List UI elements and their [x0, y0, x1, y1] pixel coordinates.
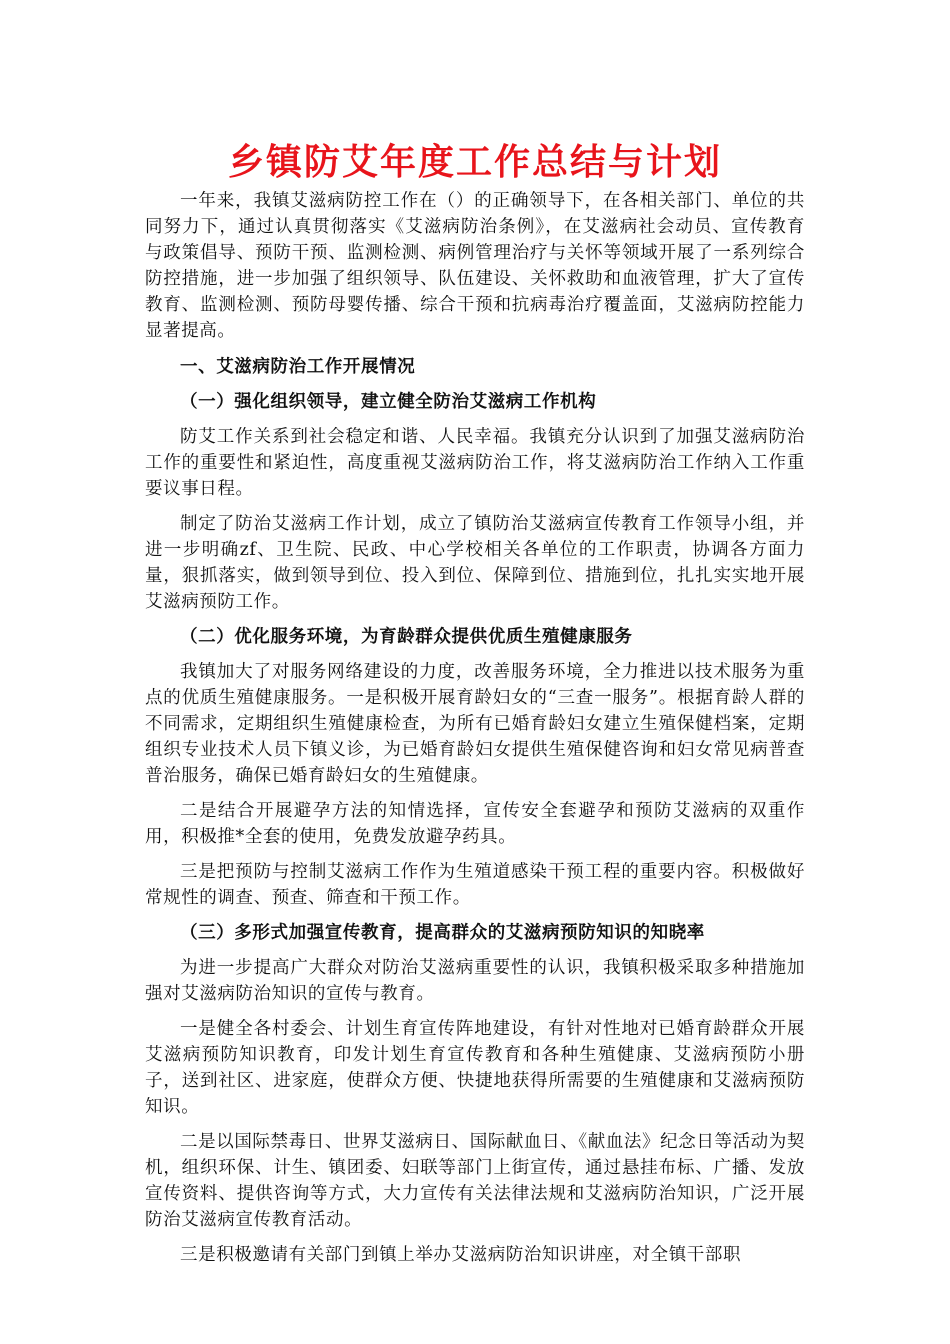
subsection-3-paragraph-3: 二是以国际禁毒日、世界艾滋病日、国际献血日、《献血法》纪念日等活动为契机，组织环保、计生、镇团委、妇联等部门上街宣传，通过悬挂布标、广播、发放宣传资料、提供咨询等方式，大力宣传有关法律法规和艾滋病防治知识，广泛开展防治艾滋病宣传教育活动。	[145, 1132, 805, 1230]
subsection-1-paragraph-2: 制定了防治艾滋病工作计划，成立了镇防治艾滋病宣传教育工作领导小组，并进一步明确zf、卫生院、民政、中心学校相关各单位的工作职责，协调各方面力量，狠抓落实，做到领导到位、投入到位、保障到位、措施到位，扎扎实实地开展艾滋病预防工作。	[145, 514, 805, 612]
document-body	[145, 188, 805, 1277]
subsection-3-heading: （三）多形式加强宣传教育，提高群众的艾滋病预防知识的知晓率	[180, 923, 705, 943]
subsection-2-paragraph-1: 我镇加大了对服务网络建设的力度，改善服务环境，全力推进以技术服务为重点的优质生殖健康服务。一是积极开展育龄妇女的“三查一服务”。根据育龄人群的不同需求，定期组织生殖健康检查，为所有已婚育龄妇女建立生殖保健档案，定期组织专业技术人员下镇义诊，为已婚育龄妇女提供生殖保健咨询和妇女常见病普查普治服务，确保已婚育龄妇女的生殖健康。	[145, 662, 805, 786]
section-1-heading: 一、艾滋病防治工作开展情况	[180, 357, 416, 377]
subsection-2-paragraph-3: 三是把预防与控制艾滋病工作作为生殖道感染干预工程的重要内容。积极做好常规性的调查、预查、筛查和干预工作。	[145, 862, 805, 908]
subsection-2-heading: （二）优化服务环境，为育龄群众提供优质生殖健康服务	[180, 627, 633, 647]
document-title: 乡镇防艾年度工作总结与计划	[227, 141, 722, 183]
subsection-2-paragraph-2: 二是结合开展避孕方法的知情选择，宣传安全套避孕和预防艾滋病的双重作用，积极推*全套的使用，免费发放避孕药具。	[145, 801, 805, 847]
subsection-3-paragraph-2: 一是健全各村委会、计划生育宣传阵地建设，有针对性地对已婚育龄群众开展艾滋病预防知识教育，印发计划生育宣传教育和各种生殖健康、艾滋病预防小册子，送到社区、进家庭，使群众方便、快捷地获得所需要的生殖健康和艾滋病预防知识。	[145, 1019, 805, 1117]
subsection-3-paragraph-1: 为进一步提高广大群众对防治艾滋病重要性的认识，我镇积极采取多种措施加强对艾滋病防治知识的宣传与教育。	[145, 958, 805, 1004]
subsection-1-paragraph-1: 防艾工作关系到社会稳定和谐、人民幸福。我镇充分认识到了加强艾滋病防治工作的重要性和紧迫性，高度重视艾滋病防治工作，将艾滋病防治工作纳入工作重要议事日程。	[145, 427, 805, 499]
intro-paragraph: 一年来，我镇艾滋病防控工作在（）的正确领导下，在各相关部门、单位的共同努力下，通过认真贯彻落实《艾滋病防治条例》，在艾滋病社会动员、宣传教育与政策倡导、预防干预、监测检测、病例管理治疗与关怀等领域开展了一系列综合防控措施，进一步加强了组织领导、队伍建设、关怀救助和血液管理，扩大了宣传教育、监测检测、预防母婴传播、综合干预和抗病毒治疗覆盖面，艾滋病防控能力显著提高。	[145, 191, 805, 341]
subsection-3-paragraph-4: 三是积极邀请有关部门到镇上举办艾滋病防治知识讲座，对全镇干部职	[180, 1245, 742, 1265]
subsection-1-heading: （一）强化组织领导，建立健全防治艾滋病工作机构	[180, 392, 597, 412]
